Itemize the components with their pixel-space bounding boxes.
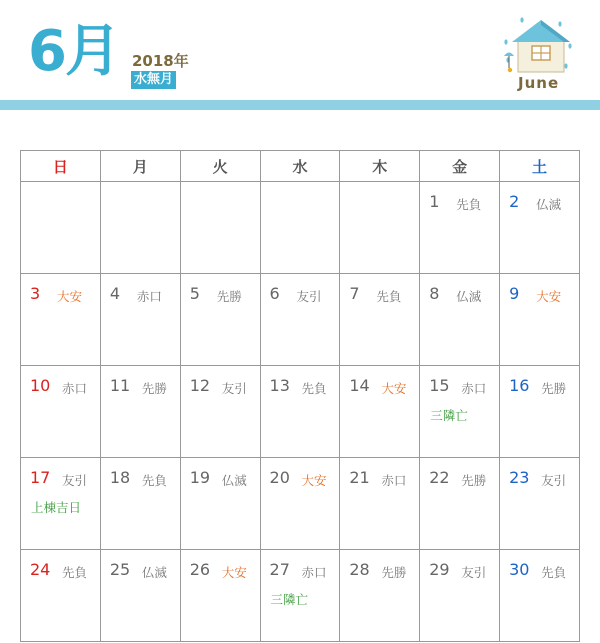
day-cell xyxy=(420,182,500,274)
day-number: 16 xyxy=(509,376,530,395)
empty-day-cell xyxy=(260,182,340,274)
empty-day-cell xyxy=(180,182,260,274)
event-label: 三隣亡 xyxy=(270,592,309,607)
day-cell xyxy=(500,458,580,550)
rokuyo-label: 先勝 xyxy=(461,473,487,488)
day-cell xyxy=(340,458,420,550)
rokuyo-label: 先負 xyxy=(456,197,482,212)
day-number: 3 xyxy=(30,284,41,303)
rokuyo-label: 赤口 xyxy=(62,381,88,396)
rokuyo-label: 仏滅 xyxy=(536,197,562,212)
day-number: 1 xyxy=(429,192,440,211)
day-cell xyxy=(21,550,101,642)
day-number: 10 xyxy=(30,376,51,395)
rokuyo-label: 先負 xyxy=(301,381,327,396)
rokuyo-label: 赤口 xyxy=(301,565,327,580)
day-cell xyxy=(21,366,101,458)
rokuyo-label: 先負 xyxy=(141,473,167,488)
day-number: 8 xyxy=(429,284,440,303)
day-cell xyxy=(180,366,260,458)
house-in-rain-icon xyxy=(498,16,578,78)
day-cell xyxy=(180,550,260,642)
day-cell xyxy=(500,274,580,366)
day-number: 22 xyxy=(429,468,450,487)
weekday-header-row xyxy=(21,151,580,182)
day-number: 27 xyxy=(269,560,290,579)
rokuyo-label: 友引 xyxy=(461,565,487,580)
day-number: 7 xyxy=(349,284,360,303)
day-cell xyxy=(500,366,580,458)
rokuyo-label: 仏滅 xyxy=(141,565,167,580)
rokuyo-label: 赤口 xyxy=(136,289,162,304)
empty-day-cell xyxy=(100,182,180,274)
calendar-week-row xyxy=(21,458,580,550)
header-band xyxy=(0,100,600,110)
day-number: 13 xyxy=(269,376,290,395)
day-cell xyxy=(100,366,180,458)
day-cell xyxy=(21,458,101,550)
rokuyo-label: 先負 xyxy=(541,565,567,580)
day-cell xyxy=(100,458,180,550)
rokuyo-label: 先勝 xyxy=(381,565,407,580)
day-number: 4 xyxy=(109,284,121,303)
day-number: 29 xyxy=(429,560,450,579)
rokuyo-label: 先負 xyxy=(62,565,88,580)
weekday-tue: 火 xyxy=(180,151,260,182)
weekday-sun: 日 xyxy=(21,151,101,182)
day-number: 26 xyxy=(189,560,211,579)
rokuyo-label: 赤口 xyxy=(381,473,407,488)
day-cell xyxy=(260,550,340,642)
rokuyo-label: 仏滅 xyxy=(221,473,247,488)
day-cell xyxy=(260,458,340,550)
calendar-week-row xyxy=(21,274,580,366)
day-number: 28 xyxy=(349,560,370,579)
day-number: 14 xyxy=(349,376,370,395)
day-cell xyxy=(500,182,580,274)
rokuyo-label: 先負 xyxy=(376,289,402,304)
rokuyo-label: 大安 xyxy=(301,473,327,488)
rokuyo-label: 友引 xyxy=(221,381,247,396)
day-cell xyxy=(420,550,500,642)
calendar-week-row xyxy=(21,366,580,458)
calendar-week-row xyxy=(21,182,580,274)
day-number: 25 xyxy=(109,560,131,579)
day-cell xyxy=(420,366,500,458)
day-cell xyxy=(260,274,340,366)
empty-day-cell xyxy=(21,182,101,274)
day-number: 17 xyxy=(30,468,51,487)
day-cell xyxy=(420,274,500,366)
weekday-fri: 金 xyxy=(420,151,500,182)
day-cell xyxy=(340,274,420,366)
rokuyo-label: 大安 xyxy=(536,289,562,304)
event-label: 上棟吉日 xyxy=(31,500,82,515)
day-number: 21 xyxy=(349,468,370,487)
month-english: June xyxy=(518,74,560,92)
rokuyo-label: 大安 xyxy=(57,289,83,304)
weekday-mon: 月 xyxy=(100,151,180,182)
day-cell xyxy=(100,274,180,366)
day-number: 30 xyxy=(509,560,530,579)
day-number: 18 xyxy=(109,468,131,487)
day-number: 15 xyxy=(429,376,450,395)
rokuyo-label: 先勝 xyxy=(141,381,167,396)
day-number: 5 xyxy=(189,284,200,303)
day-cell xyxy=(21,274,101,366)
rokuyo-label: 先勝 xyxy=(541,381,567,396)
rokuyo-label: 赤口 xyxy=(461,381,487,396)
rokuyo-label: 大安 xyxy=(381,381,407,396)
day-cell xyxy=(100,550,180,642)
empty-day-cell xyxy=(340,182,420,274)
day-cell xyxy=(420,458,500,550)
day-cell xyxy=(180,458,260,550)
day-cell xyxy=(180,274,260,366)
japanese-month-name: 水無月 xyxy=(131,71,176,89)
day-cell xyxy=(340,366,420,458)
day-number: 19 xyxy=(189,468,211,487)
calendar-grid xyxy=(20,150,580,642)
weekday-sat: 土 xyxy=(500,151,580,182)
rokuyo-label: 大安 xyxy=(221,565,247,580)
rokuyo-label: 友引 xyxy=(296,289,322,304)
year-label: 2018年 xyxy=(132,52,189,70)
day-number: 11 xyxy=(109,376,131,395)
day-cell xyxy=(340,550,420,642)
rokuyo-label: 仏滅 xyxy=(456,289,482,304)
day-number: 2 xyxy=(509,192,520,211)
weekday-wed: 水 xyxy=(260,151,340,182)
day-number: 20 xyxy=(269,468,290,487)
day-cell xyxy=(500,550,580,642)
day-number: 12 xyxy=(189,376,211,395)
calendar-week-row xyxy=(21,550,580,642)
day-number: 9 xyxy=(509,284,520,303)
day-cell xyxy=(260,366,340,458)
rokuyo-label: 友引 xyxy=(541,473,567,488)
event-label: 三隣亡 xyxy=(430,408,468,423)
day-number: 6 xyxy=(269,284,280,303)
weekday-thu: 木 xyxy=(340,151,420,182)
month-number: 6月 xyxy=(28,19,119,84)
day-number: 23 xyxy=(509,468,530,487)
rokuyo-label: 友引 xyxy=(62,473,88,488)
rokuyo-label: 先勝 xyxy=(216,289,242,304)
day-number: 24 xyxy=(30,560,51,579)
